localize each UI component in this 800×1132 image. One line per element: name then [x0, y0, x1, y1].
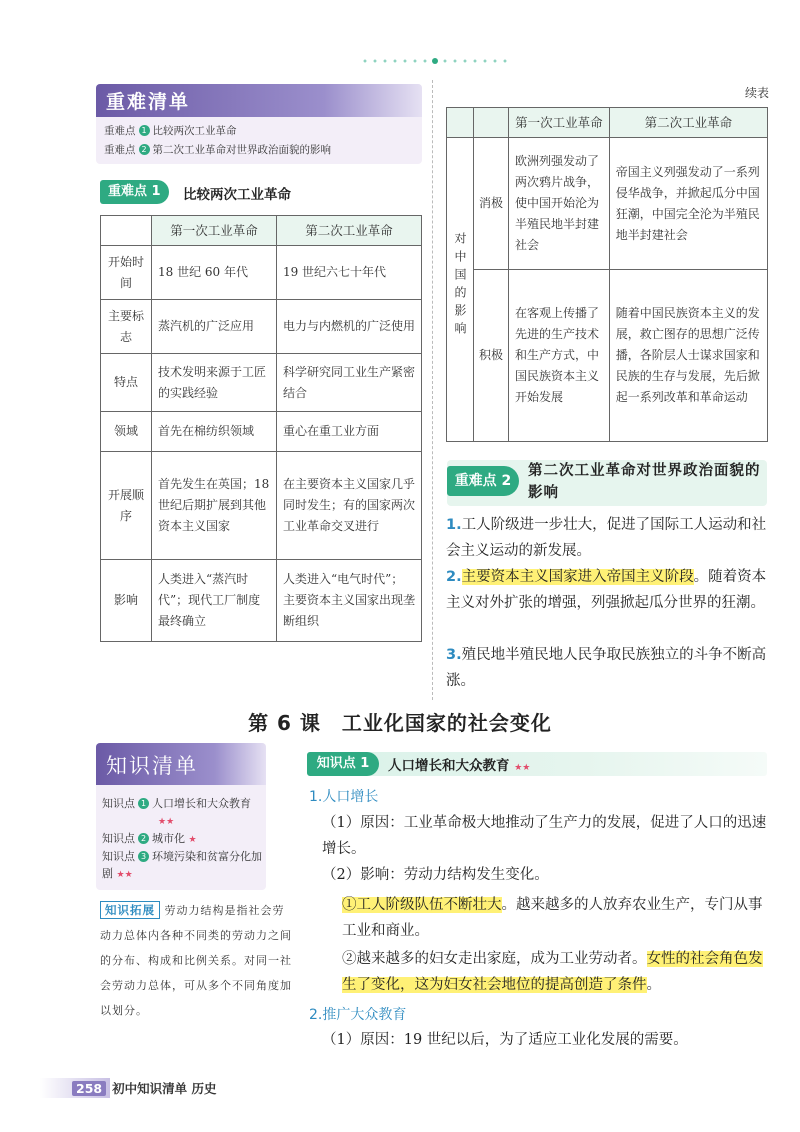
- key-list-title: 重难清单: [106, 91, 191, 113]
- table-row: 积极 在客观上传播了先进的生产技术和生产方式，中国民族资本主义开始发展 随着中国民族资本主义的发展，救亡图存的思想广泛传播，各阶层人士谋求国家和民族的生存与发展，先后掀起一系列改革和革命运动: [447, 270, 768, 442]
- page-number: 258: [72, 1081, 106, 1096]
- table-row: 开始时间 18 世纪 60 年代 19 世纪六七十年代: [101, 246, 422, 300]
- table-row: 主要标志 蒸汽机的广泛应用 电力与内燃机的广泛使用: [101, 300, 422, 354]
- point-1-pill: 知识点 1: [307, 752, 379, 776]
- point-1-title: 人口增长和大众教育 ★★: [388, 758, 531, 774]
- key-point-2-pill: 重难点 2: [447, 466, 519, 496]
- key-point-2-title: 第二次工业革命对世界政治面貌的影响: [528, 463, 761, 501]
- key-point-1-pill: 重难点 1: [100, 180, 169, 204]
- paragraph: （2）影响：劳动力结构发生变化。: [322, 867, 549, 883]
- paragraph: ①工人阶级队伍不断壮大。越来越多的人放弃农业生产，专门从事工业和商业。: [342, 897, 763, 939]
- group-label: 对中国的影响: [447, 138, 474, 442]
- knowledge-list-item: 知识点 2 城市化 ★: [102, 832, 197, 845]
- knowledge-list-item: 知识点 1 人口增长和大众教育 ★★: [102, 797, 251, 827]
- knowledge-extension-tag: 知识拓展: [100, 901, 160, 919]
- subheading: 2.推广大众教育: [309, 1007, 407, 1023]
- comparison-table: [100, 215, 422, 642]
- table-header: 第二次工业革命: [276, 216, 421, 246]
- knowledge-list-header: [96, 743, 266, 785]
- key-point-1-title: 比较两次工业革命: [183, 187, 291, 203]
- continued-label: 续表: [745, 86, 770, 100]
- table-row: 特点 技术发明来源于工匠的实践经验 科学研究同工业生产紧密结合: [101, 354, 422, 412]
- table-header: 第一次工业革命: [152, 216, 277, 246]
- continued-table: [446, 107, 768, 442]
- table-row: 领域 首先在棉纺织领域 重心在重工业方面: [101, 412, 422, 452]
- table-header: 第二次工业革命: [609, 108, 767, 138]
- table-row: 影响 人类进入“蒸汽时代”；现代工厂制度最终确立 人类进入“电气时代”；主要资本主义国家出现垄断组织: [101, 560, 422, 642]
- key-point-2-item: 1.工人阶级进一步壮大，促进了国际工人运动和社会主义运动的新发展。: [446, 517, 767, 559]
- key-list-item: 重难点 1 比较两次工业革命: [104, 125, 237, 137]
- subheading: 1.人口增长: [309, 789, 379, 805]
- knowledge-extension: 知识拓展 劳动力结构是指社会劳动力总体内各种不同类的劳动力之间的分布、构成和比例关系。对同一社会劳动力总体，可从多个不同角度加以划分。: [100, 903, 292, 1017]
- table-row: 开展顺序 首先发生在英国；18 世纪后期扩展到其他资本主义国家 在主要资本主义国家几乎同时发生；有的国家两次工业革命交叉进行: [101, 452, 422, 560]
- table-header: 第一次工业革命: [509, 108, 610, 138]
- top-decoration-dot: [432, 58, 438, 64]
- key-list-item: 重难点 2 第二次工业革命对世界政治面貌的影响: [104, 144, 331, 156]
- knowledge-list-title: 知识清单: [106, 754, 198, 778]
- page-footer: 258 初中知识清单 历史: [72, 1079, 216, 1097]
- key-point-2-item: 2.主要资本主义国家进入帝国主义阶段。随着资本主义对外扩张的增强，列强掀起瓜分世界的狂潮。: [446, 569, 767, 611]
- knowledge-list-item: 知识点 3 环境污染和贫富分化加剧 ★★: [102, 850, 262, 880]
- column-divider: [432, 80, 433, 700]
- paragraph: （1）原因：工业革命极大地推动了生产力的发展，促进了人口的迅速增长。: [322, 815, 767, 857]
- lesson-title: 第 6 课 工业化国家的社会变化: [248, 711, 552, 735]
- paragraph: ②越来越多的妇女走出家庭，成为工业劳动者。女性的社会角色发生了变化，这为妇女社会地位的提高创造了条件。: [342, 951, 763, 993]
- key-list-header: [96, 84, 422, 117]
- key-point-2-item: 3.殖民地半殖民地人民争取民族独立的斗争不断高涨。: [446, 647, 767, 689]
- table-row: 对中国的影响 消极 欧洲列强发动了两次鸦片战争，使中国开始沦为半殖民地半封建社会 帝国主义列强发动了一系列侵华战争，并掀起瓜分中国狂潮，中国完全沦为半殖民地半封建社会: [447, 138, 768, 270]
- paragraph: （1）原因：19 世纪以后，为了适应工业化发展的需要。: [322, 1032, 688, 1048]
